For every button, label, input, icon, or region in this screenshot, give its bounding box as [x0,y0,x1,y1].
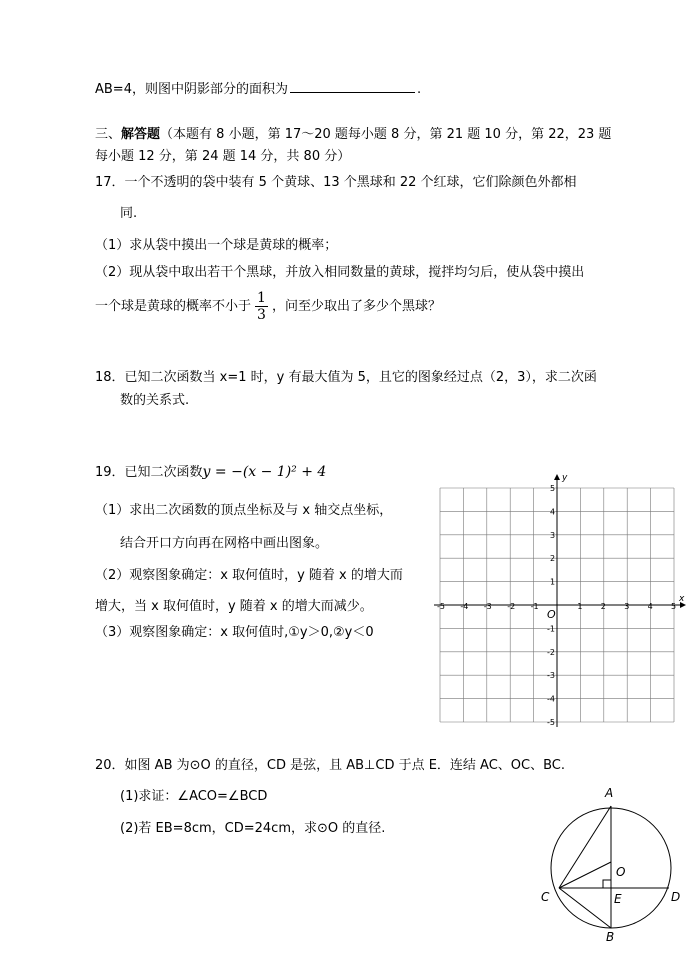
segment-ac [559,806,611,888]
q17-line2: 同. [120,206,138,221]
q19-part2-line1: （2）观察图象确定：x 取何值时，y 随着 x 的增大而 [95,568,403,583]
point-b-label: B [606,930,615,944]
point-c-label: C [541,890,550,904]
q19-title-text: 19．已知二次函数 [95,465,203,480]
section-number: 三、 [95,127,122,142]
q19-part2-line2: 增大，当 x 取何值时，y 随着 x 的增大而减少。 [95,599,373,614]
x-tick-label: -1 [530,602,539,611]
fraction-numerator: 1 [257,290,266,306]
q17-part2-pre: 一个球是黄球的概率不小于 [95,299,252,314]
q19-title [95,463,326,482]
q17-part2-line2 [95,290,441,324]
y-axis-arrow [554,474,560,480]
point-e-label: E [614,892,622,906]
point-d-label: D [671,890,681,904]
q19-formula: y = −(x − 1)² + 4 [202,464,327,480]
fraction-denominator: 3 [257,307,266,323]
q17-part2-line1: （2）现从袋中取出若干个黑球，并放入相同数量的黄球，搅拌均匀后，使从袋中摸出 [95,265,585,280]
q20-part2: (2)若 EB=8cm，CD=24cm，求⊙O 的直径. [120,821,386,836]
y-tick-label: 4 [550,507,556,517]
circle-figure [532,782,692,952]
point-o-label: O [616,865,626,879]
prev-question-text: AB=4，则图中阴影部分的面积为 [95,82,288,97]
q19-part1-line1: （1）求出二次函数的顶点坐标及与 x 轴交点坐标， [95,503,393,518]
y-tick-label: 5 [550,484,556,493]
q19-part1-line2: 结合开口方向再在网格中画出图象。 [120,536,329,551]
y-axis-label: y [562,473,568,483]
q17-line1: 17．一个不透明的袋中装有 5 个黄球、13 个黑球和 22 个红球，它们除颜色外都相 [95,175,577,190]
prev-question-end: . [416,82,422,97]
section-heading [95,126,611,144]
q17-part2-post: ，问至少取出了多少个黑球？ [271,299,441,314]
grid-axes [434,474,686,727]
right-angle-mark [603,880,611,888]
q20-line1: 20．如图 AB 为⊙O 的直径，CD 是弦，且 AB⊥CD 于点 E．连结 AC、OC、BC. [95,758,566,773]
prev-question-tail [95,80,421,99]
q19-part3: （3）观察图象确定：x 取何值时,①y＞0,②y＜0 [95,625,374,640]
origin-label: O [547,608,556,621]
q18-line2: 数的关系式. [120,393,190,408]
y-tick-label: 1 [550,577,556,587]
q17-part1: （1）求从袋中摸出一个球是黄球的概率； [95,238,338,253]
x-axis-label: x [679,594,685,604]
y-tick-label: -5 [547,718,555,727]
coordinate-grid [430,470,690,730]
y-tick-label: -3 [547,671,555,681]
section-description-line2: 每小题 12 分，第 24 题 14 分，共 80 分） [95,149,351,164]
x-tick-label: 2 [600,602,606,611]
x-tick-label: -5 [437,602,445,611]
y-tick-label: 2 [550,554,556,564]
section-description-line1: （本题有 8 小题，第 17～20 题每小题 8 分，第 21 题 10 分，第 22，23 题 [160,127,612,142]
x-tick-label: -2 [507,602,516,611]
y-tick-label: 3 [550,530,556,540]
x-tick-label: -3 [483,602,492,611]
x-tick-label: 4 [647,602,653,611]
answer-blank [290,80,415,93]
x-tick-label: 3 [624,602,630,611]
y-tick-label: -1 [547,624,555,634]
y-tick-label: -4 [547,694,555,704]
fraction-one-third [255,290,268,323]
y-tick-label: -2 [547,647,555,657]
x-tick-label: -4 [460,602,469,611]
q20-part1: (1)求证：∠ACO=∠BCD [120,789,268,804]
section-title: 解答题 [121,127,161,142]
x-tick-label: 5 [671,602,677,611]
q18-line1: 18．已知二次函数当 x=1 时，y 有最大值为 5，且它的图象经过点（2，3），求二次函 [95,370,597,385]
x-tick-label: 1 [577,602,583,611]
point-a-label: A [605,786,614,800]
